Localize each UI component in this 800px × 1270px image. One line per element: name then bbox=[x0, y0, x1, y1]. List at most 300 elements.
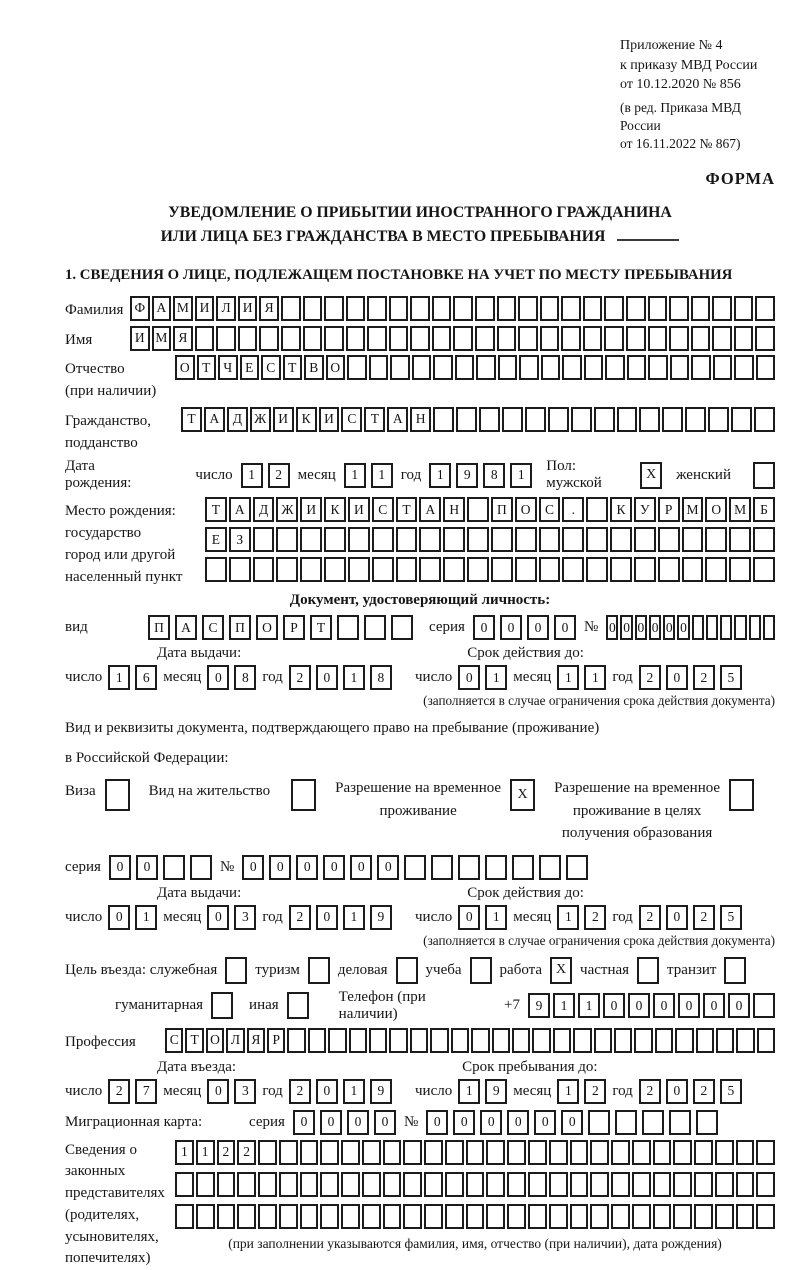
char-box[interactable] bbox=[320, 1172, 339, 1197]
char-box[interactable]: Б bbox=[753, 497, 775, 522]
char-box[interactable]: 0 bbox=[458, 665, 480, 690]
char-box[interactable] bbox=[507, 1204, 526, 1229]
char-box[interactable] bbox=[403, 1172, 422, 1197]
char-box[interactable] bbox=[453, 296, 473, 321]
char-box[interactable] bbox=[217, 1172, 236, 1197]
char-box[interactable] bbox=[337, 615, 359, 640]
char-box[interactable]: 0 bbox=[678, 993, 700, 1018]
char-box[interactable]: 0 bbox=[620, 615, 632, 640]
char-box[interactable]: Л bbox=[216, 296, 236, 321]
char-box[interactable] bbox=[424, 1204, 443, 1229]
char-box[interactable]: И bbox=[195, 296, 215, 321]
char-box[interactable] bbox=[694, 1204, 713, 1229]
char-box[interactable]: М bbox=[152, 326, 172, 351]
char-box[interactable] bbox=[486, 1140, 505, 1165]
char-box[interactable]: 0 bbox=[663, 615, 675, 640]
char-box[interactable] bbox=[605, 355, 625, 380]
char-box[interactable] bbox=[756, 1140, 775, 1165]
char-box[interactable] bbox=[549, 1140, 568, 1165]
char-box[interactable] bbox=[466, 1172, 485, 1197]
char-box[interactable]: 1 bbox=[135, 905, 157, 930]
char-box[interactable]: 0 bbox=[350, 855, 372, 880]
char-box[interactable]: 0 bbox=[603, 993, 625, 1018]
char-box[interactable]: 2 bbox=[693, 665, 715, 690]
char-box[interactable]: Ч bbox=[218, 355, 238, 380]
char-box[interactable]: И bbox=[130, 326, 150, 351]
char-box[interactable]: 8 bbox=[483, 463, 505, 488]
char-box[interactable] bbox=[648, 326, 668, 351]
temp-residence-checkbox[interactable]: X bbox=[510, 779, 535, 811]
char-box[interactable] bbox=[753, 527, 775, 552]
char-box[interactable] bbox=[279, 1140, 298, 1165]
char-box[interactable]: 0 bbox=[374, 1110, 396, 1135]
char-box[interactable] bbox=[749, 615, 761, 640]
char-box[interactable] bbox=[300, 1140, 319, 1165]
char-box[interactable] bbox=[584, 355, 604, 380]
char-box[interactable] bbox=[324, 326, 344, 351]
char-box[interactable] bbox=[175, 1204, 194, 1229]
char-box[interactable] bbox=[570, 1140, 589, 1165]
char-box[interactable] bbox=[324, 296, 344, 321]
purpose-other-checkbox[interactable] bbox=[287, 992, 309, 1019]
char-box[interactable] bbox=[276, 527, 298, 552]
char-box[interactable] bbox=[562, 527, 584, 552]
char-box[interactable]: С bbox=[539, 497, 561, 522]
char-box[interactable]: 0 bbox=[347, 1110, 369, 1135]
char-box[interactable] bbox=[696, 1110, 718, 1135]
char-box[interactable] bbox=[507, 1140, 526, 1165]
char-box[interactable] bbox=[753, 993, 775, 1018]
char-box[interactable] bbox=[611, 1204, 630, 1229]
char-box[interactable] bbox=[736, 1028, 754, 1053]
char-box[interactable] bbox=[691, 326, 711, 351]
char-box[interactable] bbox=[590, 1172, 609, 1197]
char-box[interactable]: 9 bbox=[528, 993, 550, 1018]
char-box[interactable]: 0 bbox=[320, 1110, 342, 1135]
char-box[interactable] bbox=[713, 355, 733, 380]
char-box[interactable] bbox=[424, 1140, 443, 1165]
char-box[interactable]: 1 bbox=[557, 905, 579, 930]
char-box[interactable]: О bbox=[326, 355, 346, 380]
char-box[interactable] bbox=[708, 407, 729, 432]
char-box[interactable] bbox=[471, 1028, 489, 1053]
char-box[interactable]: 0 bbox=[677, 615, 689, 640]
char-box[interactable] bbox=[476, 355, 496, 380]
char-box[interactable] bbox=[590, 1140, 609, 1165]
char-box[interactable] bbox=[367, 326, 387, 351]
char-box[interactable]: О bbox=[705, 497, 727, 522]
char-box[interactable] bbox=[432, 326, 452, 351]
char-box[interactable]: З bbox=[229, 527, 251, 552]
visa-checkbox[interactable] bbox=[105, 779, 130, 811]
char-box[interactable] bbox=[549, 1172, 568, 1197]
char-box[interactable]: . bbox=[562, 497, 584, 522]
char-box[interactable] bbox=[253, 527, 275, 552]
char-box[interactable] bbox=[279, 1204, 298, 1229]
char-box[interactable]: А bbox=[204, 407, 225, 432]
char-box[interactable]: М bbox=[173, 296, 193, 321]
char-box[interactable] bbox=[419, 557, 441, 582]
char-box[interactable]: Р bbox=[267, 1028, 285, 1053]
char-box[interactable] bbox=[691, 296, 711, 321]
char-box[interactable] bbox=[253, 557, 275, 582]
char-box[interactable] bbox=[632, 1172, 651, 1197]
char-box[interactable] bbox=[570, 1172, 589, 1197]
char-box[interactable] bbox=[673, 1140, 692, 1165]
char-box[interactable]: 9 bbox=[485, 1079, 507, 1104]
char-box[interactable]: 0 bbox=[108, 905, 130, 930]
char-box[interactable] bbox=[320, 1204, 339, 1229]
char-box[interactable] bbox=[237, 1204, 256, 1229]
char-box[interactable]: К bbox=[324, 497, 346, 522]
char-box[interactable]: 0 bbox=[207, 1079, 229, 1104]
char-box[interactable]: 0 bbox=[458, 905, 480, 930]
char-box[interactable] bbox=[706, 615, 718, 640]
char-box[interactable]: 5 bbox=[720, 1079, 742, 1104]
char-box[interactable] bbox=[389, 326, 409, 351]
char-box[interactable] bbox=[498, 355, 518, 380]
char-box[interactable]: 2 bbox=[217, 1140, 236, 1165]
char-box[interactable] bbox=[729, 557, 751, 582]
char-box[interactable] bbox=[756, 355, 776, 380]
char-box[interactable] bbox=[658, 527, 680, 552]
char-box[interactable] bbox=[634, 557, 656, 582]
char-box[interactable] bbox=[610, 557, 632, 582]
purpose-transit-checkbox[interactable] bbox=[724, 957, 746, 984]
char-box[interactable] bbox=[540, 326, 560, 351]
char-box[interactable]: 0 bbox=[136, 855, 158, 880]
char-box[interactable] bbox=[341, 1140, 360, 1165]
char-box[interactable] bbox=[303, 296, 323, 321]
char-box[interactable] bbox=[736, 1204, 755, 1229]
char-box[interactable]: В bbox=[304, 355, 324, 380]
char-box[interactable] bbox=[396, 557, 418, 582]
char-box[interactable] bbox=[694, 1172, 713, 1197]
purpose-tourism-checkbox[interactable] bbox=[308, 957, 330, 984]
char-box[interactable] bbox=[430, 1028, 448, 1053]
char-box[interactable] bbox=[410, 296, 430, 321]
char-box[interactable] bbox=[486, 1172, 505, 1197]
char-box[interactable]: 0 bbox=[473, 615, 495, 640]
char-box[interactable]: 2 bbox=[639, 665, 661, 690]
char-box[interactable] bbox=[715, 1140, 734, 1165]
char-box[interactable] bbox=[586, 527, 608, 552]
char-box[interactable] bbox=[410, 1028, 428, 1053]
char-box[interactable] bbox=[594, 1028, 612, 1053]
char-box[interactable] bbox=[705, 557, 727, 582]
char-box[interactable] bbox=[541, 355, 561, 380]
char-box[interactable] bbox=[467, 557, 489, 582]
char-box[interactable]: 2 bbox=[268, 463, 290, 488]
char-box[interactable] bbox=[669, 1110, 691, 1135]
char-box[interactable] bbox=[653, 1204, 672, 1229]
char-box[interactable] bbox=[349, 1028, 367, 1053]
char-box[interactable] bbox=[445, 1140, 464, 1165]
char-box[interactable]: 0 bbox=[316, 905, 338, 930]
char-box[interactable] bbox=[539, 527, 561, 552]
char-box[interactable] bbox=[466, 1204, 485, 1229]
char-box[interactable] bbox=[492, 1028, 510, 1053]
char-box[interactable] bbox=[497, 326, 517, 351]
char-box[interactable] bbox=[540, 296, 560, 321]
char-box[interactable]: А bbox=[419, 497, 441, 522]
char-box[interactable] bbox=[324, 527, 346, 552]
char-box[interactable] bbox=[458, 855, 480, 880]
char-box[interactable] bbox=[615, 1110, 637, 1135]
char-box[interactable] bbox=[586, 497, 608, 522]
char-box[interactable]: 2 bbox=[289, 665, 311, 690]
char-box[interactable]: С bbox=[372, 497, 394, 522]
char-box[interactable] bbox=[756, 1172, 775, 1197]
char-box[interactable]: 0 bbox=[453, 1110, 475, 1135]
char-box[interactable] bbox=[627, 355, 647, 380]
char-box[interactable] bbox=[419, 527, 441, 552]
char-box[interactable]: Н bbox=[410, 407, 431, 432]
char-box[interactable]: 1 bbox=[196, 1140, 215, 1165]
char-box[interactable] bbox=[445, 1204, 464, 1229]
char-box[interactable]: 1 bbox=[175, 1140, 194, 1165]
char-box[interactable] bbox=[346, 326, 366, 351]
char-box[interactable] bbox=[348, 557, 370, 582]
char-box[interactable] bbox=[443, 527, 465, 552]
char-box[interactable]: 0 bbox=[316, 1079, 338, 1104]
char-box[interactable] bbox=[588, 1110, 610, 1135]
char-box[interactable]: 3 bbox=[234, 905, 256, 930]
char-box[interactable] bbox=[583, 326, 603, 351]
char-box[interactable] bbox=[410, 326, 430, 351]
char-box[interactable]: Я bbox=[247, 1028, 265, 1053]
char-box[interactable] bbox=[561, 326, 581, 351]
char-box[interactable]: Т bbox=[185, 1028, 203, 1053]
char-box[interactable] bbox=[341, 1172, 360, 1197]
char-box[interactable] bbox=[348, 527, 370, 552]
char-box[interactable]: 0 bbox=[666, 1079, 688, 1104]
char-box[interactable]: 2 bbox=[237, 1140, 256, 1165]
char-box[interactable] bbox=[691, 355, 711, 380]
char-box[interactable]: 2 bbox=[289, 1079, 311, 1104]
char-box[interactable]: 1 bbox=[371, 463, 393, 488]
char-box[interactable]: 1 bbox=[241, 463, 263, 488]
char-box[interactable]: 0 bbox=[628, 993, 650, 1018]
char-box[interactable]: 8 bbox=[234, 665, 256, 690]
char-box[interactable]: К bbox=[296, 407, 317, 432]
char-box[interactable]: И bbox=[273, 407, 294, 432]
char-box[interactable]: 2 bbox=[584, 1079, 606, 1104]
residence-permit-checkbox[interactable] bbox=[291, 779, 316, 811]
char-box[interactable] bbox=[626, 326, 646, 351]
char-box[interactable]: 0 bbox=[666, 905, 688, 930]
char-box[interactable] bbox=[279, 1172, 298, 1197]
purpose-official-checkbox[interactable] bbox=[225, 957, 247, 984]
char-box[interactable] bbox=[475, 326, 495, 351]
char-box[interactable] bbox=[497, 296, 517, 321]
char-box[interactable]: А bbox=[387, 407, 408, 432]
char-box[interactable] bbox=[396, 527, 418, 552]
char-box[interactable] bbox=[486, 1204, 505, 1229]
char-box[interactable]: К bbox=[610, 497, 632, 522]
char-box[interactable]: Д bbox=[227, 407, 248, 432]
char-box[interactable] bbox=[525, 407, 546, 432]
char-box[interactable]: С bbox=[165, 1028, 183, 1053]
char-box[interactable] bbox=[259, 326, 279, 351]
char-box[interactable]: С bbox=[202, 615, 224, 640]
purpose-business-checkbox[interactable] bbox=[396, 957, 418, 984]
char-box[interactable] bbox=[715, 1172, 734, 1197]
char-box[interactable] bbox=[389, 1028, 407, 1053]
char-box[interactable] bbox=[611, 1172, 630, 1197]
char-box[interactable] bbox=[347, 355, 367, 380]
char-box[interactable]: С bbox=[261, 355, 281, 380]
char-box[interactable]: И bbox=[319, 407, 340, 432]
char-box[interactable] bbox=[196, 1204, 215, 1229]
char-box[interactable] bbox=[611, 1140, 630, 1165]
char-box[interactable] bbox=[757, 1028, 775, 1053]
char-box[interactable] bbox=[716, 1028, 734, 1053]
char-box[interactable] bbox=[367, 296, 387, 321]
char-box[interactable]: 0 bbox=[554, 615, 576, 640]
char-box[interactable] bbox=[632, 1140, 651, 1165]
purpose-study-checkbox[interactable] bbox=[470, 957, 492, 984]
char-box[interactable]: И bbox=[300, 497, 322, 522]
char-box[interactable] bbox=[432, 296, 452, 321]
char-box[interactable] bbox=[163, 855, 185, 880]
char-box[interactable]: 7 bbox=[135, 1079, 157, 1104]
char-box[interactable]: И bbox=[348, 497, 370, 522]
char-box[interactable] bbox=[682, 527, 704, 552]
char-box[interactable] bbox=[369, 1028, 387, 1053]
char-box[interactable] bbox=[549, 1204, 568, 1229]
char-box[interactable]: М bbox=[682, 497, 704, 522]
char-box[interactable]: 1 bbox=[557, 1079, 579, 1104]
char-box[interactable]: Д bbox=[253, 497, 275, 522]
purpose-private-checkbox[interactable] bbox=[637, 957, 659, 984]
char-box[interactable] bbox=[639, 407, 660, 432]
char-box[interactable]: Е bbox=[240, 355, 260, 380]
char-box[interactable]: 2 bbox=[584, 905, 606, 930]
char-box[interactable]: Т bbox=[197, 355, 217, 380]
char-box[interactable]: Т bbox=[364, 407, 385, 432]
char-box[interactable] bbox=[562, 355, 582, 380]
char-box[interactable]: 1 bbox=[584, 665, 606, 690]
char-box[interactable]: 2 bbox=[639, 905, 661, 930]
char-box[interactable] bbox=[258, 1204, 277, 1229]
char-box[interactable] bbox=[653, 1172, 672, 1197]
char-box[interactable] bbox=[583, 296, 603, 321]
char-box[interactable]: Т bbox=[283, 355, 303, 380]
char-box[interactable] bbox=[632, 1204, 651, 1229]
char-box[interactable] bbox=[692, 615, 704, 640]
char-box[interactable] bbox=[731, 407, 752, 432]
char-box[interactable] bbox=[281, 326, 301, 351]
char-box[interactable]: 2 bbox=[639, 1079, 661, 1104]
char-box[interactable] bbox=[734, 615, 746, 640]
char-box[interactable] bbox=[539, 855, 561, 880]
char-box[interactable] bbox=[658, 557, 680, 582]
char-box[interactable]: 5 bbox=[720, 665, 742, 690]
char-box[interactable] bbox=[610, 527, 632, 552]
char-box[interactable]: 3 bbox=[234, 1079, 256, 1104]
char-box[interactable] bbox=[258, 1172, 277, 1197]
char-box[interactable]: 0 bbox=[316, 665, 338, 690]
char-box[interactable]: Л bbox=[226, 1028, 244, 1053]
char-box[interactable] bbox=[720, 615, 732, 640]
char-box[interactable] bbox=[736, 1140, 755, 1165]
char-box[interactable] bbox=[383, 1204, 402, 1229]
char-box[interactable] bbox=[519, 355, 539, 380]
char-box[interactable]: 0 bbox=[242, 855, 264, 880]
char-box[interactable] bbox=[467, 497, 489, 522]
char-box[interactable]: Т bbox=[310, 615, 332, 640]
char-box[interactable]: 1 bbox=[343, 665, 365, 690]
char-box[interactable] bbox=[532, 1028, 550, 1053]
char-box[interactable] bbox=[604, 296, 624, 321]
female-checkbox[interactable] bbox=[753, 462, 775, 489]
char-box[interactable] bbox=[175, 1172, 194, 1197]
char-box[interactable] bbox=[734, 296, 754, 321]
char-box[interactable] bbox=[614, 1028, 632, 1053]
char-box[interactable]: 6 bbox=[135, 665, 157, 690]
char-box[interactable] bbox=[456, 407, 477, 432]
char-box[interactable]: 9 bbox=[370, 905, 392, 930]
char-box[interactable]: 2 bbox=[289, 905, 311, 930]
char-box[interactable] bbox=[571, 407, 592, 432]
char-box[interactable]: Р bbox=[658, 497, 680, 522]
char-box[interactable]: О bbox=[256, 615, 278, 640]
char-box[interactable]: Я bbox=[173, 326, 193, 351]
char-box[interactable] bbox=[617, 407, 638, 432]
char-box[interactable]: 1 bbox=[578, 993, 600, 1018]
char-box[interactable] bbox=[754, 407, 775, 432]
char-box[interactable] bbox=[669, 326, 689, 351]
char-box[interactable] bbox=[403, 1140, 422, 1165]
char-box[interactable]: С bbox=[341, 407, 362, 432]
char-box[interactable] bbox=[467, 527, 489, 552]
char-box[interactable] bbox=[196, 1172, 215, 1197]
char-box[interactable]: Ф bbox=[130, 296, 150, 321]
char-box[interactable]: 0 bbox=[635, 615, 647, 640]
char-box[interactable] bbox=[515, 557, 537, 582]
temp-residence-edu-checkbox[interactable] bbox=[729, 779, 754, 811]
char-box[interactable] bbox=[383, 1140, 402, 1165]
char-box[interactable] bbox=[287, 1028, 305, 1053]
char-box[interactable] bbox=[362, 1204, 381, 1229]
char-box[interactable] bbox=[675, 1028, 693, 1053]
char-box[interactable] bbox=[566, 855, 588, 880]
char-box[interactable] bbox=[734, 326, 754, 351]
char-box[interactable] bbox=[562, 557, 584, 582]
char-box[interactable]: 0 bbox=[109, 855, 131, 880]
char-box[interactable] bbox=[729, 527, 751, 552]
char-box[interactable] bbox=[403, 1204, 422, 1229]
char-box[interactable] bbox=[195, 326, 215, 351]
char-box[interactable]: А bbox=[229, 497, 251, 522]
char-box[interactable] bbox=[763, 615, 775, 640]
char-box[interactable]: 0 bbox=[606, 615, 618, 640]
char-box[interactable] bbox=[634, 1028, 652, 1053]
char-box[interactable] bbox=[362, 1172, 381, 1197]
char-box[interactable] bbox=[324, 557, 346, 582]
char-box[interactable]: П bbox=[491, 497, 513, 522]
char-box[interactable]: Ж bbox=[250, 407, 271, 432]
char-box[interactable] bbox=[303, 326, 323, 351]
char-box[interactable] bbox=[653, 1140, 672, 1165]
char-box[interactable]: 1 bbox=[553, 993, 575, 1018]
char-box[interactable] bbox=[216, 326, 236, 351]
char-box[interactable] bbox=[590, 1204, 609, 1229]
char-box[interactable] bbox=[512, 1028, 530, 1053]
char-box[interactable]: 0 bbox=[207, 905, 229, 930]
char-box[interactable] bbox=[715, 1204, 734, 1229]
